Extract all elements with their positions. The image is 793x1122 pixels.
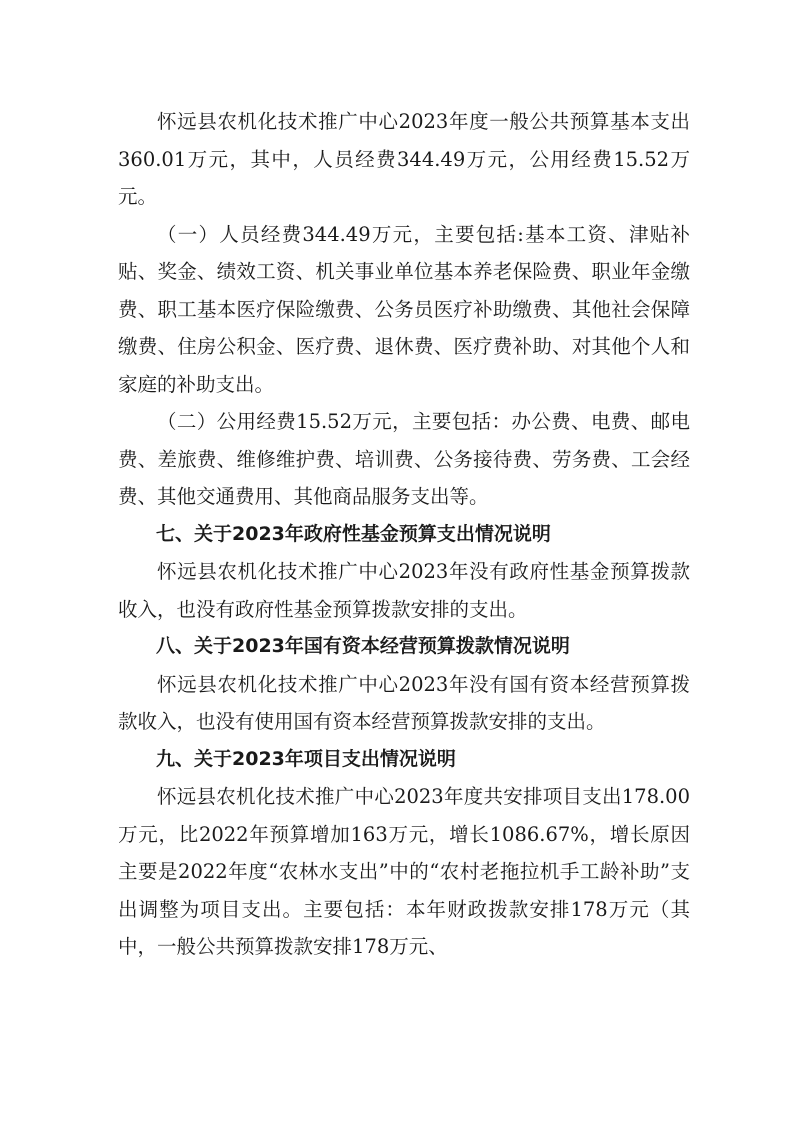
paragraph-public-expenses: （二）公用经费15.52万元，主要包括：办公费、电费、邮电费、差旅费、维修维护费、培训费、公务接待费、劳务费、工会经费、其他交通费用、其他商品服务支出等。: [118, 410, 690, 508]
section-heading-8: 八、关于2023年国有资本经营预算拨款情况说明: [156, 635, 570, 657]
paragraph-personnel-expenses: （一）人员经费344.49万元，主要包括:基本工资、津贴补贴、奖金、绩效工资、机关事业单位基本养老保险费、职业年金缴费、职工基本医疗保险缴费、公务员医疗补助缴费、其他社会保障缴费、住房公积金、医疗费、退休费、医疗费补助、对其他个人和家庭的补助支出。: [118, 222, 690, 396]
paragraph-government-fund: 怀远县农机化技术推广中心2023年没有政府性基金预算拨款收入，也没有政府性基金预算拨款安排的支出。: [118, 560, 690, 621]
section-heading-9: 九、关于2023年项目支出情况说明: [156, 747, 456, 770]
paragraph-project-expenditure: 怀远县农机化技术推广中心2023年度共安排项目支出178.00万元，比2022年预算增加163万元，增长1086.67%，增长原因主要是2022年度“农林水支出”中的“农村老拖拉机手工龄补助”支出调整为项目支出。主要包括：本年财政拨款安排178万元（其中，一般公共预算拨款安排178万元、: [118, 785, 690, 958]
paragraph-basic-expenditure: 怀远县农机化技术推广中心2023年度一般公共预算基本支出360.01万元，其中，人员经费344.49万元，公用经费15.52万元。: [118, 110, 690, 208]
paragraph-state-capital: 怀远县农机化技术推广中心2023年没有国有资本经营预算拨款收入，也没有使用国有资本经营预算拨款安排的支出。: [118, 672, 690, 733]
document-body: [118, 103, 690, 966]
section-heading-7: 七、关于2023年政府性基金预算支出情况说明: [156, 522, 551, 545]
